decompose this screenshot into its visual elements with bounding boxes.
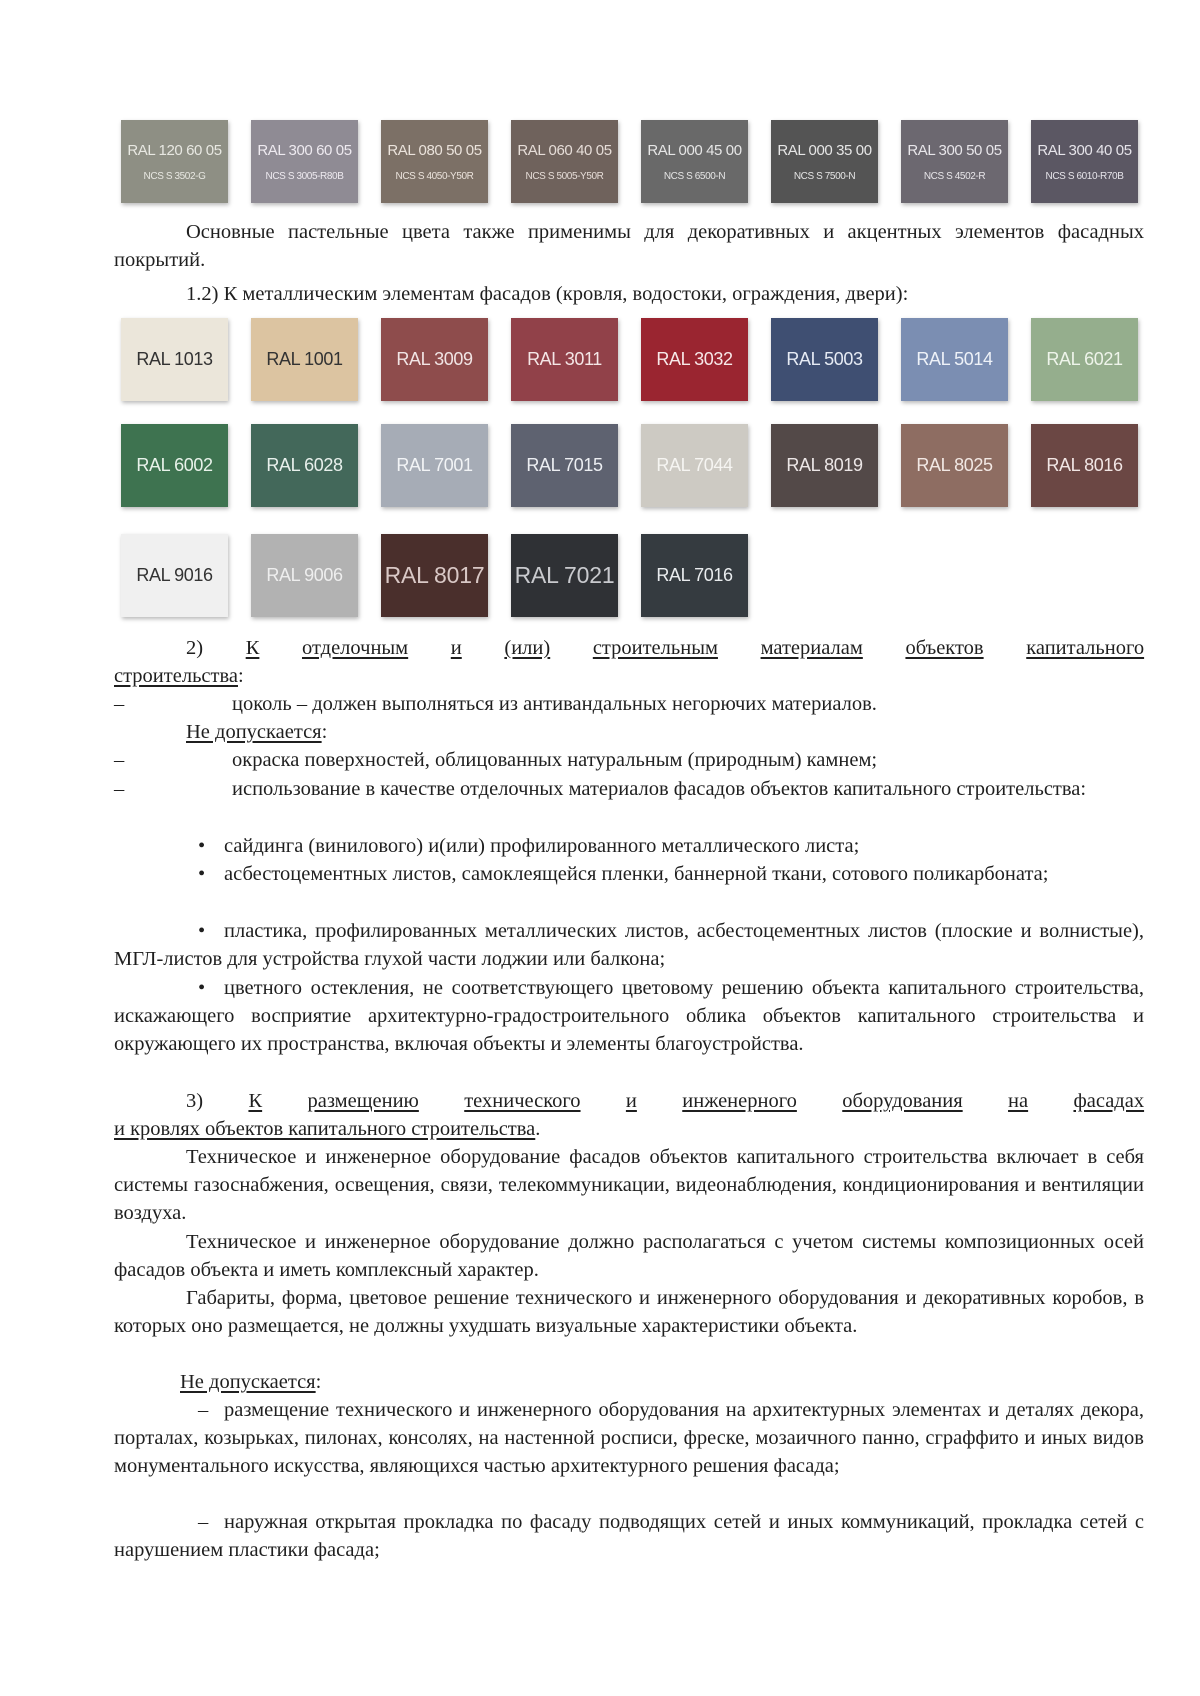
bullet-text: асбестоцементных листов, самоклеящейся пленки, баннерной ткани, сотового поликарбоната; xyxy=(224,863,1049,885)
swatch-label: RAL 7001 xyxy=(396,455,473,475)
item-text: наружная открытая прокладка по фасаду подводящих сетей и иных коммуникаций, прокладка сетей с нарушением пластики фасада; xyxy=(114,1511,1144,1561)
section-title-text: и кровлях объектов капитального строительства xyxy=(114,1118,536,1140)
swatch xyxy=(381,424,488,507)
section-title-word: отделочным xyxy=(301,637,409,659)
heading-metal: 1.2) К металлическим элементам фасадов (кровля, водостоки, ограждения, двери): xyxy=(186,283,909,305)
swatch xyxy=(381,318,488,401)
swatch xyxy=(771,318,878,401)
swatch xyxy=(641,120,748,203)
swatch-label: RAL 8017 xyxy=(384,562,485,588)
swatch-ral-label: RAL 080 50 05 xyxy=(387,141,482,159)
swatch-label: RAL 7044 xyxy=(656,455,733,475)
swatch-label: RAL 3009 xyxy=(396,349,473,369)
swatch xyxy=(511,424,618,507)
section-2-heading xyxy=(186,634,1144,662)
not-allowed-heading xyxy=(180,1368,321,1396)
swatch xyxy=(121,318,228,401)
swatch-ncs-label: NCS S 3502-G xyxy=(143,170,206,182)
swatch xyxy=(901,120,1008,203)
swatch-label: RAL 7016 xyxy=(656,565,733,585)
item-tsokol: цоколь – должен выполняться из антивандальных негорючих материалов. xyxy=(232,693,877,715)
dash-marker: – xyxy=(114,693,125,715)
swatch-label: RAL 7021 xyxy=(514,562,615,588)
section-title-word: инженерного xyxy=(682,1090,797,1112)
period: . xyxy=(535,1118,541,1140)
section-title-word: материалам xyxy=(760,637,863,659)
swatch-label: RAL 9016 xyxy=(136,565,213,585)
paragraph-pastel: Основные пастельные цвета также применимы для декоративных и акцентных элементов фасадных покрытий. xyxy=(114,221,1144,271)
not-allowed-heading xyxy=(186,718,327,746)
not-allowed-text: Не допускается xyxy=(180,1371,316,1393)
section-title-word: технического xyxy=(464,1090,581,1112)
colon: : xyxy=(321,721,328,743)
swatch xyxy=(251,120,358,203)
section-3-heading xyxy=(186,1087,1144,1115)
item-text: размещение технического и инженерного оборудования на архитектурных элементах и деталях декора, порталах, козырьках, пилонах, консолях, на настенной росписи, фреске, мозаичного панно, сграффито и иных видов монументального искусства, являющихся частью архитектурного решения фасада; xyxy=(114,1399,1144,1477)
bullet-item xyxy=(114,917,1144,973)
not-allowed-text: Не допускается xyxy=(186,721,322,743)
bullet-text: сайдинга (винилового) и(или) профилированного металлического листа; xyxy=(224,835,860,857)
swatch xyxy=(771,120,878,203)
swatch-ral-label: RAL 300 40 05 xyxy=(1037,141,1132,159)
swatch xyxy=(121,534,228,617)
swatch xyxy=(251,318,358,401)
swatch xyxy=(121,424,228,507)
swatch-label: RAL 7015 xyxy=(526,455,603,475)
swatch xyxy=(1031,424,1138,507)
swatch-label: RAL 6021 xyxy=(1046,349,1123,369)
section-title-word: и xyxy=(625,1090,637,1112)
dash-marker: – xyxy=(198,1399,209,1421)
section-title-word: капитального xyxy=(1026,637,1145,659)
item-ispolz: использование в качестве отделочных материалов фасадов объектов капитального строительства: xyxy=(232,778,1087,800)
swatch-label: RAL 5003 xyxy=(786,349,863,369)
section-title-word: размещению xyxy=(307,1090,419,1112)
bullet-icon: • xyxy=(198,920,206,942)
section-number: 3) xyxy=(186,1090,204,1112)
swatch xyxy=(641,424,748,507)
section-title-word: на xyxy=(1008,1090,1029,1112)
paragraph-tech-2: Техническое и инженерное оборудование должно располагаться с учетом системы композиционных осей фасадов объекта и иметь комплексный характер. xyxy=(114,1231,1144,1281)
swatch xyxy=(511,318,618,401)
bullet-icon: • xyxy=(198,863,206,885)
swatch-label: RAL 8016 xyxy=(1046,455,1123,475)
section-title-word: оборудования xyxy=(842,1090,963,1112)
swatch-label: RAL 1013 xyxy=(136,349,213,369)
swatch-ncs-label: NCS S 4050-Y50R xyxy=(395,170,474,182)
swatch xyxy=(381,120,488,203)
section-title-text: строительства xyxy=(114,665,238,687)
swatch-label: RAL 1001 xyxy=(266,349,343,369)
swatch xyxy=(641,318,748,401)
swatch xyxy=(511,120,618,203)
swatch xyxy=(251,424,358,507)
paragraph-tech-3: Габариты, форма, цветовое решение технического и инженерного оборудования и декоративных коробов, в которых оно размещается, не должны ухудшать визуальные характеристики объекта. xyxy=(114,1287,1144,1337)
dash-marker: – xyxy=(114,749,125,771)
bullet-item xyxy=(114,974,1144,1058)
swatch-ncs-label: NCS S 7500-N xyxy=(793,170,856,182)
section-title-word: и xyxy=(450,637,462,659)
swatch-label: RAL 6002 xyxy=(136,455,213,475)
swatch xyxy=(1031,318,1138,401)
bullet-text: цветного остекления, не соответствующего цветовому решению объекта капитального строительства, искажающего восприятие архитектурно-градостроительного облика объектов капитального строительства и окружающего их пространства, включая объекты и элементы благоустройства. xyxy=(114,977,1144,1055)
swatch-ral-label: RAL 000 45 00 xyxy=(647,141,742,159)
section-title-word: К xyxy=(245,637,260,659)
swatch-label: RAL 9006 xyxy=(266,565,343,585)
swatch xyxy=(641,534,748,617)
section-number: 2) xyxy=(186,637,204,659)
paragraph-tech-1: Техническое и инженерное оборудование фасадов объектов капитального строительства включает в себя системы газоснабжения, освещения, связи, телекоммуникации, видеонаблюдения, кондиционирования и вентиляции воздуха. xyxy=(114,1146,1144,1224)
swatch-ncs-label: NCS S 6010-R70B xyxy=(1045,170,1124,182)
section-2-heading-cont xyxy=(114,662,244,690)
swatch-label: RAL 3011 xyxy=(527,349,602,369)
swatch xyxy=(121,120,228,203)
bullet-icon: • xyxy=(198,977,206,999)
bullet-item xyxy=(114,832,1144,860)
swatch-label: RAL 6028 xyxy=(266,455,343,475)
swatch xyxy=(251,534,358,617)
colon: : xyxy=(237,665,244,687)
swatch xyxy=(381,534,488,617)
section-title-word: (или) xyxy=(504,637,551,659)
bullet-item xyxy=(114,860,1144,888)
swatch-label: RAL 5014 xyxy=(916,349,993,369)
swatch xyxy=(511,534,618,617)
item-okraska: окраска поверхностей, облицованных натуральным (природным) камнем; xyxy=(232,749,878,771)
section-title-word: фасадах xyxy=(1073,1090,1145,1112)
item-narush xyxy=(114,1508,1144,1564)
swatch-ncs-label: NCS S 4502-R xyxy=(923,170,986,182)
swatch-ral-label: RAL 060 40 05 xyxy=(517,141,612,159)
swatch-ral-label: RAL 300 50 05 xyxy=(907,141,1002,159)
swatch-ral-label: RAL 000 35 00 xyxy=(777,141,872,159)
item-razm xyxy=(114,1396,1144,1480)
section-title-word: строительным xyxy=(592,637,718,659)
section-title-word: объектов xyxy=(905,637,984,659)
swatch-ral-label: RAL 300 60 05 xyxy=(257,141,352,159)
section-3-heading-cont xyxy=(114,1115,540,1143)
swatch-ncs-label: NCS S 3005-R80B xyxy=(265,170,344,182)
section-title-word: К xyxy=(248,1090,263,1112)
dash-marker: – xyxy=(114,778,125,800)
colon: : xyxy=(315,1371,322,1393)
swatch-label: RAL 8025 xyxy=(916,455,993,475)
bullet-text: пластика, профилированных металлических листов, асбестоцементных листов (плоские и волнистые), МГЛ-листов для устройства глухой части лоджии или балкона; xyxy=(114,920,1144,970)
swatch xyxy=(901,318,1008,401)
swatch-label: RAL 8019 xyxy=(786,455,863,475)
swatch-label: RAL 3032 xyxy=(656,349,733,369)
swatch-ncs-label: NCS S 5005-Y50R xyxy=(525,170,604,182)
swatch xyxy=(1031,120,1138,203)
bullet-icon: • xyxy=(198,835,206,857)
dash-marker: – xyxy=(198,1511,209,1533)
swatch xyxy=(901,424,1008,507)
swatch-ral-label: RAL 120 60 05 xyxy=(127,141,222,159)
swatch-ncs-label: NCS S 6500-N xyxy=(663,170,726,182)
swatch xyxy=(771,424,878,507)
